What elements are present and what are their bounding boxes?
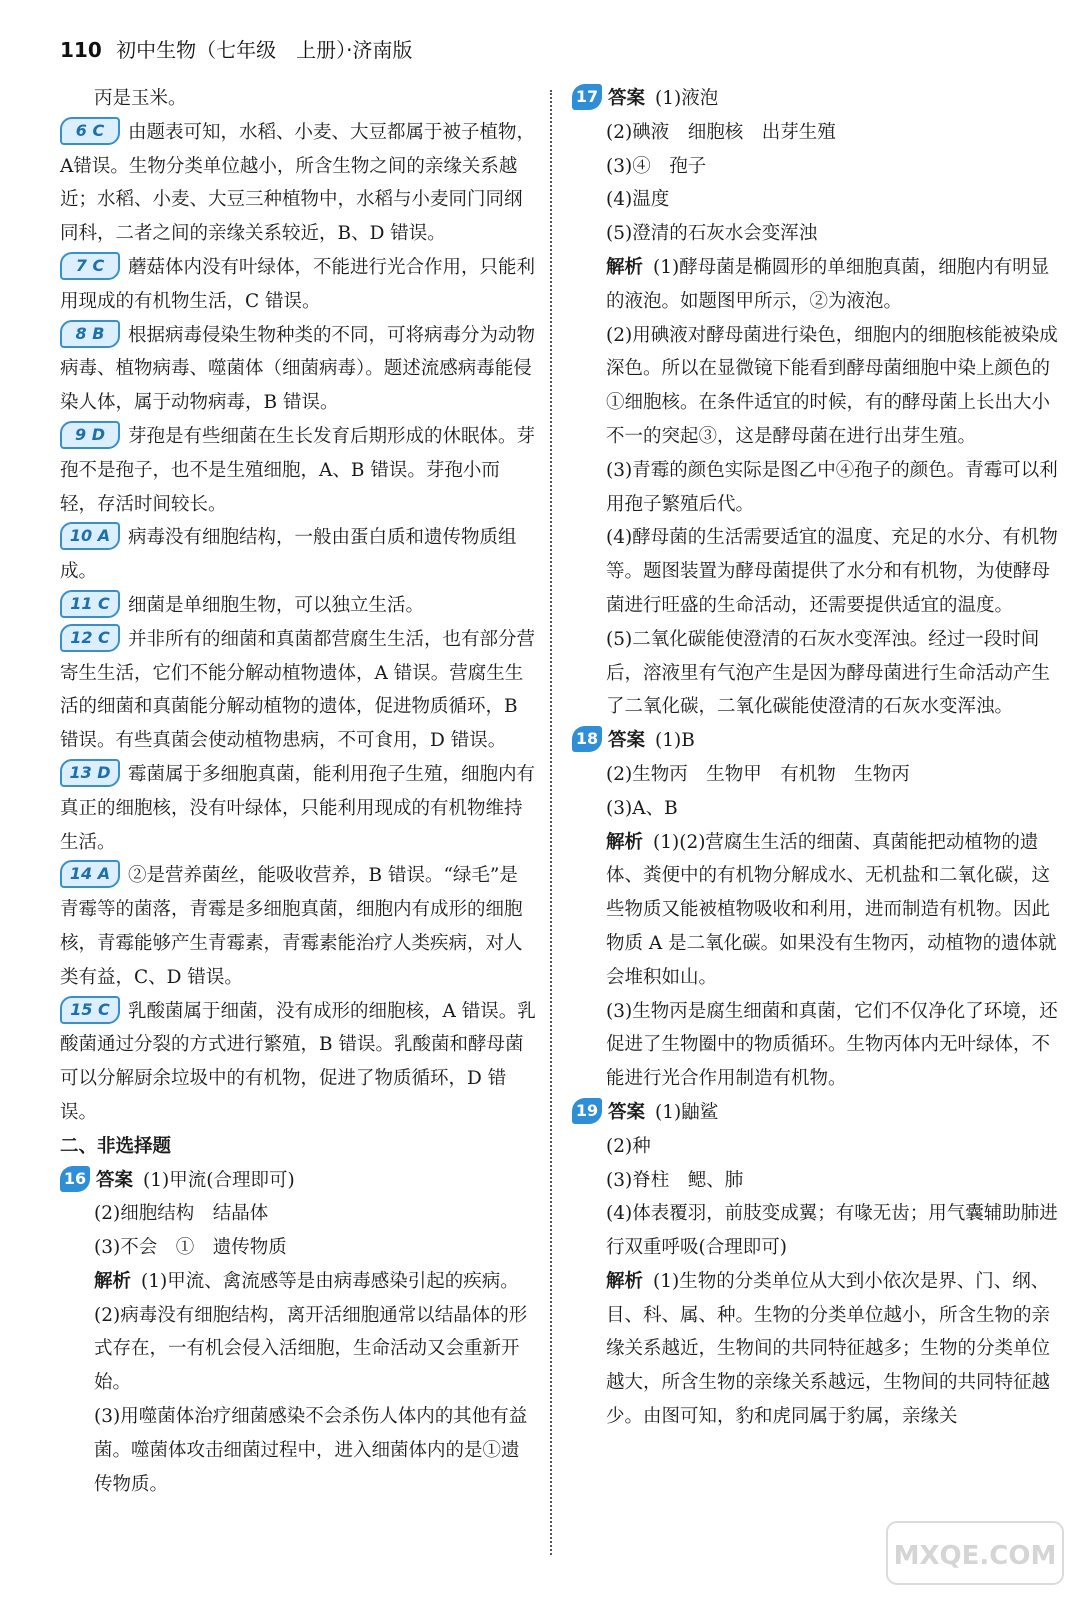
analysis-line: (1)酵母菌是椭圆形的单细胞真菌，细胞内有明显的液泡。如题图甲所示，②为液泡。 bbox=[606, 256, 1050, 312]
answer-text: 细菌是单细胞生物，可以独立生活。 bbox=[128, 594, 425, 616]
answer-line: (3)A、B bbox=[606, 797, 678, 819]
answer-tag: 7 C bbox=[60, 252, 120, 280]
answer-item-6 bbox=[60, 116, 536, 251]
answer-item-12 bbox=[60, 623, 536, 758]
analysis-line: (3)用噬菌体治疗细菌感染不会杀伤人体内的其他有益菌。噬菌体攻击细菌过程中，进入细菌体内的是①遗传物质。 bbox=[94, 1406, 528, 1495]
watermark-logo bbox=[885, 1520, 1065, 1586]
answer-line: (1)B bbox=[655, 730, 695, 752]
question-number: 16 bbox=[60, 1166, 90, 1192]
answer-line: (1)甲流(合理即可) bbox=[143, 1169, 295, 1191]
question-number: 18 bbox=[572, 726, 602, 752]
answer-line: (3)④ 孢子 bbox=[606, 155, 707, 177]
answer-line: (1)鼬鲨 bbox=[655, 1101, 719, 1123]
analysis-line: (3)生物丙是腐生细菌和真菌，它们不仅净化了环境，还促进了生物圈中的物质循环。生物丙体内无叶绿体，不能进行光合作用制造有机物。 bbox=[606, 1000, 1058, 1090]
answer-item-11 bbox=[60, 589, 536, 623]
answer-text: 病毒没有细胞结构，一般由蛋白质和遗传物质组成。 bbox=[60, 527, 517, 583]
question-number: 17 bbox=[572, 84, 602, 110]
column-divider bbox=[550, 90, 552, 1555]
answer-line: (3)脊柱 鳃、肺 bbox=[606, 1169, 744, 1191]
book-title: 初中生物（七年级 上册）·济南版 bbox=[116, 38, 413, 62]
section-title: 二、非选择题 bbox=[60, 1135, 172, 1157]
page-header bbox=[60, 34, 412, 68]
question-number: 19 bbox=[572, 1098, 602, 1124]
left-column bbox=[60, 82, 536, 1501]
answer-line: (2)种 bbox=[606, 1135, 651, 1157]
continued-text: 丙是玉米。 bbox=[94, 88, 187, 109]
answer-item-8 bbox=[60, 319, 536, 420]
answer-tag: 15 C bbox=[60, 996, 120, 1024]
answer-text: ②是营养菌丝，能吸收营养，B 错误。“绿毛”是青霉等的菌落，青霉是多细胞真菌，细胞内有成形的细胞核，青霉能够产生青霉素，青霉素能治疗人类疾病，对人类有益，C、D 错误。 bbox=[60, 865, 523, 988]
answer-text: 乳酸菌属于细菌，没有成形的细胞核，A 错误。乳酸菌通过分裂的方式进行繁殖，B 错误。乳酸菌和酵母菌可以分解厨余垃圾中的有机物，促进了物质循环，D 错误。 bbox=[60, 1000, 536, 1123]
answer-label: 答案 bbox=[608, 88, 646, 109]
answer-line: (1)液泡 bbox=[655, 88, 719, 109]
answer-item-7 bbox=[60, 251, 536, 319]
answer-tag: 14 A bbox=[60, 860, 120, 888]
answer-text: 霉菌属于多细胞真菌，能利用孢子生殖，细胞内有真正的细胞核，没有叶绿体，只能利用现成的有机物维持生活。 bbox=[60, 763, 536, 853]
question-16 bbox=[60, 1164, 536, 1502]
right-column bbox=[572, 82, 1062, 1434]
analysis-line: (1)生物的分类单位从大到小依次是界、门、纲、目、科、属、种。生物的分类单位越小，所含生物的亲缘关系越近，生物间的共同特征越多；生物的分类单位越大，所含生物的亲缘关系越远，生物间的共同特征越少。由图可知，豹和虎同属于豹属，亲缘关 bbox=[606, 1270, 1051, 1428]
answer-text: 根据病毒侵染生物种类的不同，可将病毒分为动物病毒、植物病毒、噬菌体（细菌病毒）。题述流感病毒能侵染人体，属于动物病毒，B 错误。 bbox=[60, 324, 536, 414]
analysis-line: (2)用碘液对酵母菌进行染色，细胞内的细胞核能被染成深色。所以在显微镜下能看到酵母菌细胞中染上颜色的①细胞核。在条件适宜的时候，有的酵母菌上长出大小不一的突起③，这是酵母菌在进行出芽生殖。 bbox=[606, 324, 1058, 447]
answer-label: 答案 bbox=[608, 1101, 646, 1123]
question-19 bbox=[572, 1096, 1062, 1434]
answer-tag: 10 A bbox=[60, 522, 120, 550]
answer-item-13 bbox=[60, 758, 536, 859]
answer-label: 答案 bbox=[96, 1169, 134, 1191]
answer-item-10 bbox=[60, 521, 536, 589]
answer-tag: 12 C bbox=[60, 624, 120, 652]
answer-item-15 bbox=[60, 995, 536, 1130]
analysis-line: (3)青霉的颜色实际是图乙中④孢子的颜色。青霉可以利用孢子繁殖后代。 bbox=[606, 459, 1058, 515]
analysis-label: 解析 bbox=[606, 831, 644, 853]
answer-label: 答案 bbox=[608, 730, 646, 752]
answer-tag: 9 D bbox=[60, 421, 120, 449]
answer-line: (4)体表覆羽，前肢变成翼；有喙无齿；用气囊辅助肺进行双重呼吸(合理即可) bbox=[606, 1203, 1058, 1259]
answer-text: 芽孢是有些细菌在生长发育后期形成的休眠体。芽孢不是孢子，也不是生殖细胞，A、B 错误。芽孢小而轻，存活时间较长。 bbox=[60, 425, 536, 515]
answer-line: (2)生物丙 生物甲 有机物 生物丙 bbox=[606, 763, 910, 785]
answer-line: (4)温度 bbox=[606, 189, 670, 211]
answer-tag: 6 C bbox=[60, 117, 120, 145]
answer-tag: 13 D bbox=[60, 759, 120, 787]
answer-item-9 bbox=[60, 420, 536, 521]
analysis-label: 解析 bbox=[94, 1270, 132, 1292]
answer-tag: 11 C bbox=[60, 590, 120, 618]
watermark-text: MXQE.COM bbox=[893, 1541, 1057, 1571]
analysis-line: (4)酵母菌的生活需要适宜的温度、充足的水分、有机物等。题图装置为酵母菌提供了水分和有机物，为使酵母菌进行旺盛的生命活动，还需要提供适宜的温度。 bbox=[606, 527, 1058, 616]
answer-text: 并非所有的细菌和真菌都营腐生生活，也有部分营寄生生活，它们不能分解动植物遗体，A 错误。营腐生生活的细菌和真菌能分解动植物的遗体，促进物质循环，B 错误。有些真菌会使动植物患病，不可食用，D 错误。 bbox=[60, 628, 536, 752]
analysis-line: (1)(2)营腐生生活的细菌、真菌能把动植物的遗体、粪便中的有机物分解成水、无机盐和二氧化碳，这些物质又能被植物吸收和利用，进而制造有机物。因此物质 A 是二氧化碳。如果没有生物丙，动植物的遗体就会堆积如山。 bbox=[606, 831, 1057, 988]
analysis-label: 解析 bbox=[606, 1270, 644, 1292]
answer-text: 蘑菇体内没有叶绿体，不能进行光合作用，只能利用现成的有机物生活，C 错误。 bbox=[60, 256, 536, 312]
page-number: 110 bbox=[60, 38, 102, 62]
answer-text: 由题表可知，水稻、小麦、大豆都属于被子植物，A错误。生物分类单位越小，所含生物之间的亲缘关系越近；水稻、小麦、大豆三种植物中，水稻与小麦同门同纲同科，二者之间的亲缘关系较近，B、D 错误。 bbox=[60, 121, 536, 245]
analysis-line: (2)病毒没有细胞结构，离开活细胞通常以结晶体的形式存在，一有机会侵入活细胞，生命活动又会重新开始。 bbox=[94, 1304, 528, 1394]
answer-tag: 8 B bbox=[60, 320, 120, 348]
analysis-line: (1)甲流、禽流感等是由病毒感染引起的疾病。 bbox=[141, 1270, 519, 1292]
analysis-line: (5)二氧化碳能使澄清的石灰水变浑浊。经过一段时间后，溶液里有气泡产生是因为酵母菌进行生命活动产生了二氧化碳，二氧化碳能使澄清的石灰水变浑浊。 bbox=[606, 628, 1051, 718]
analysis-label: 解析 bbox=[606, 256, 644, 278]
answer-item-14 bbox=[60, 859, 536, 994]
answer-line: (3)不会 ① 遗传物质 bbox=[94, 1237, 287, 1259]
answer-line: (5)澄清的石灰水会变浑浊 bbox=[606, 223, 818, 245]
answer-line: (2)碘液 细胞核 出芽生殖 bbox=[606, 121, 836, 143]
question-17 bbox=[572, 82, 1062, 724]
question-18 bbox=[572, 724, 1062, 1096]
answer-line: (2)细胞结构 结晶体 bbox=[94, 1203, 269, 1225]
